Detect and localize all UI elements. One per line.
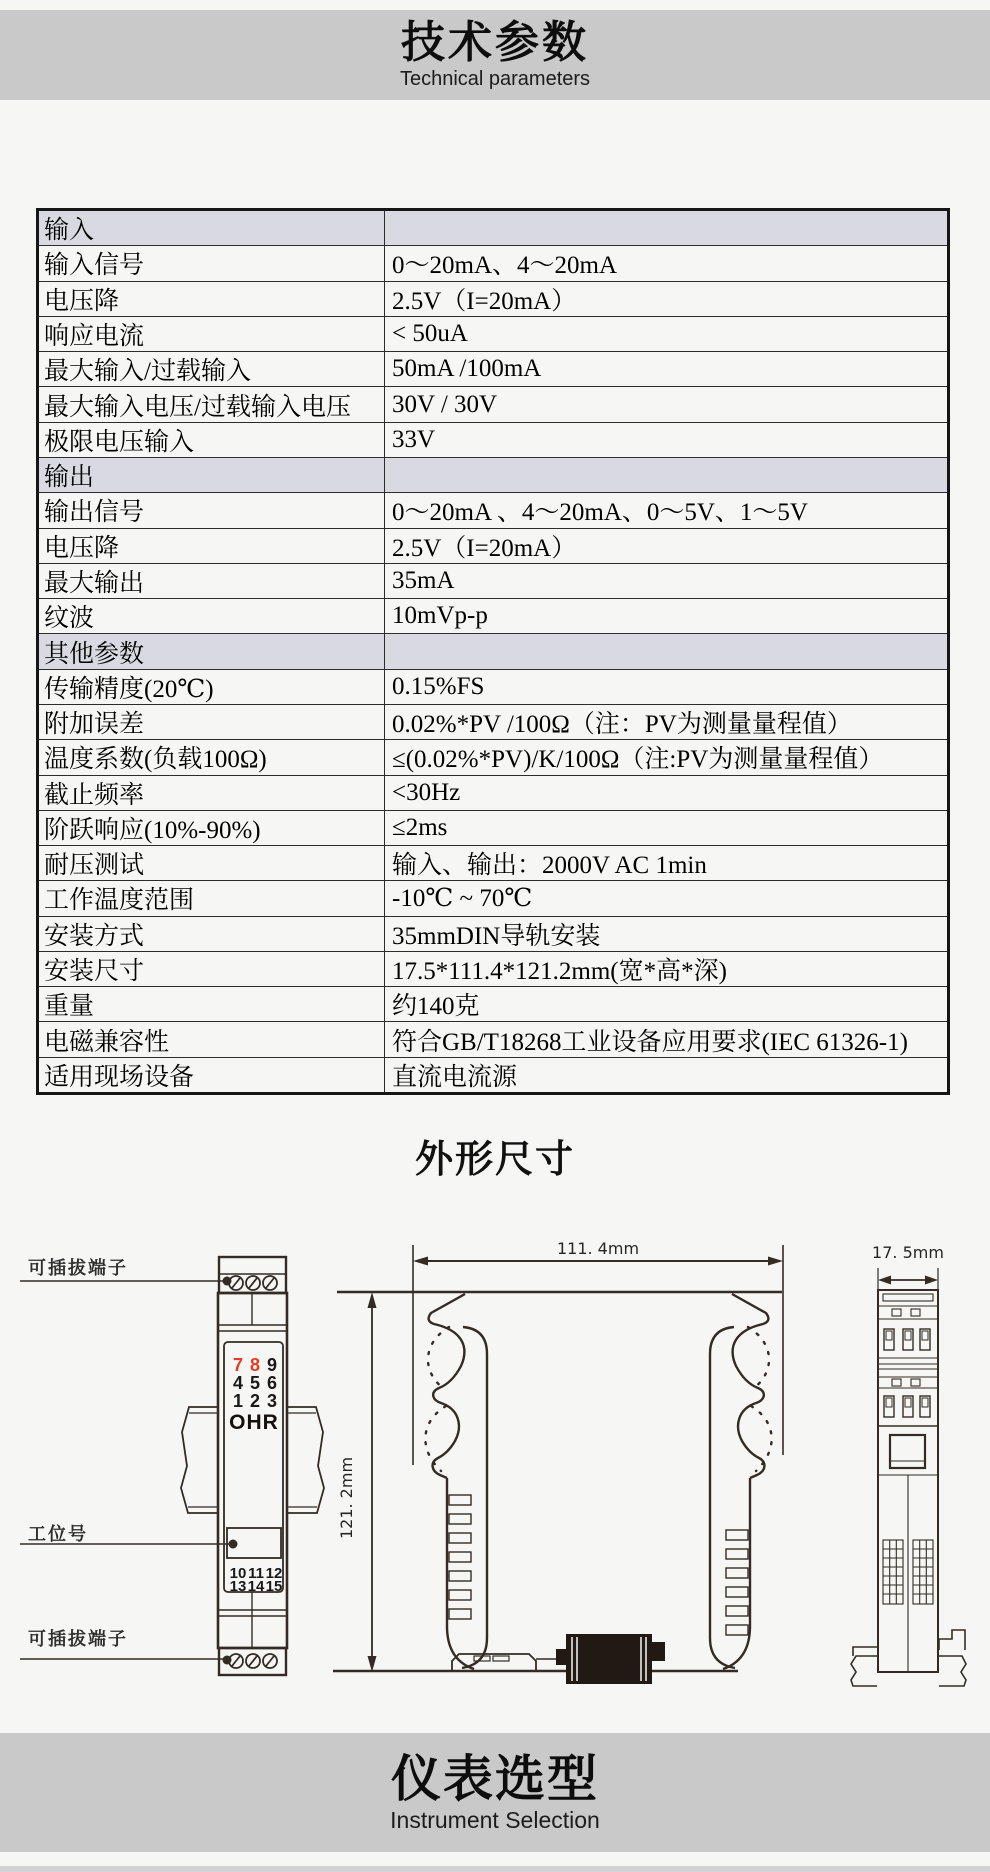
table-row — [39, 775, 947, 810]
table-row — [39, 598, 947, 633]
table-row — [39, 951, 947, 986]
spec-value — [385, 458, 947, 492]
spec-label: 适用现场设备 — [39, 1058, 385, 1092]
spec-label: 输入信号 — [39, 246, 385, 280]
pin-grid-right — [913, 1540, 933, 1604]
spec-value: 0.15%FS — [392, 672, 485, 700]
pin-grid-left — [883, 1540, 903, 1604]
spec-label: 传输精度(20℃) — [39, 670, 385, 704]
terminal-screws-top — [229, 1276, 277, 1290]
spec-value: < 50uA — [392, 319, 468, 347]
spec-value: 0～20mA 、4～20mA、0～5V、1～5V — [392, 499, 808, 527]
vent-slots-left — [449, 1495, 471, 1619]
spec-value: 约140克 — [392, 993, 480, 1021]
footer-subtitle: Instrument Selection — [390, 1806, 600, 1833]
spec-label: 电压降 — [39, 529, 385, 563]
terminal-number: 1 — [232, 1391, 244, 1411]
spec-value: 33V — [392, 425, 436, 453]
table-row — [39, 422, 947, 457]
table-row — [39, 880, 947, 915]
spec-value — [385, 634, 947, 668]
spec-label: 温度系数(负载100Ω) — [39, 740, 385, 774]
terminal-number: 5 — [249, 1373, 261, 1393]
terminal-number: 10 — [229, 1565, 247, 1582]
table-row — [39, 1021, 947, 1056]
table-row — [39, 281, 947, 316]
spec-value: 35mmDIN导轨安装 — [392, 922, 601, 950]
terminal-number: 14 — [247, 1578, 265, 1595]
vent-slots-right — [726, 1530, 748, 1635]
leader-dot — [223, 1656, 232, 1665]
dim-width-label: 111. 4mm — [556, 1239, 640, 1258]
spec-value: 17.5*111.4*121.2mm(宽*高*深) — [392, 958, 727, 986]
terminal-number: 13 — [229, 1578, 247, 1595]
label-tag-number: 工位号 — [28, 1524, 88, 1544]
section-label: 其他参数 — [39, 634, 385, 668]
spec-value: 符合GB/T18268工业设备应用要求(IEC 61326-1) — [392, 1028, 908, 1056]
spec-label: 输出信号 — [39, 493, 385, 527]
table-row — [39, 986, 947, 1021]
dim-height-label: 121. 2mm — [337, 1456, 356, 1540]
arrow-left — [878, 1276, 891, 1285]
spec-label: 最大输出 — [39, 564, 385, 598]
spec-value: 35mA — [392, 566, 455, 594]
spec-label: 纹波 — [39, 599, 385, 633]
leader-dot — [229, 1540, 238, 1549]
table-row — [39, 386, 947, 421]
dotted-guide-right — [748, 1327, 772, 1471]
terminal-number: 7 — [232, 1355, 244, 1375]
arrow-down — [368, 1656, 377, 1672]
brand-logo: OHR — [229, 1411, 279, 1434]
table-row — [39, 245, 947, 280]
spec-value: 10mVp-p — [392, 602, 488, 630]
table-row — [39, 704, 947, 739]
footer-band — [0, 1733, 990, 1852]
spec-label: 耐压测试 — [39, 846, 385, 880]
terminal-number: 11 — [248, 1565, 264, 1582]
spec-value: 输入、输出：2000V AC 1min — [392, 852, 707, 880]
section-label: 输入 — [39, 211, 385, 245]
spec-value: -10℃ ~ 70℃ — [392, 885, 533, 913]
page-subtitle: Technical parameters — [399, 67, 591, 90]
terminal-number: 9 — [266, 1355, 278, 1375]
terminal-number: 15 — [265, 1578, 283, 1595]
spec-value: <30Hz — [392, 778, 461, 806]
tag-window — [890, 1435, 925, 1468]
table-row — [39, 316, 947, 351]
spec-label: 工作温度范围 — [39, 881, 385, 915]
label-pluggable-terminal-top: 可插拔端子 — [28, 1258, 128, 1278]
section-label: 输出 — [39, 458, 385, 492]
arrow-left — [413, 1257, 428, 1266]
terminal-numbers-bottom — [230, 1565, 283, 1595]
spec-value: 2.5V（I=20mA） — [392, 534, 577, 562]
spec-value: 2.5V（I=20mA） — [392, 287, 577, 315]
dotted-guide-left — [425, 1327, 449, 1471]
arrow-right — [768, 1257, 783, 1266]
terminal-number: 12 — [265, 1565, 283, 1582]
spec-label: 最大输入电压/过载输入电压 — [39, 387, 385, 421]
spec-table — [36, 208, 950, 1095]
terminal-slots-upper — [884, 1329, 930, 1350]
spec-value: 0～20mA、4～20mA — [392, 252, 618, 280]
spec-label: 截止频率 — [39, 776, 385, 810]
table-section-row — [39, 457, 947, 492]
spec-label: 响应电流 — [39, 317, 385, 351]
spec-value — [385, 211, 947, 245]
spec-value: 50mA /100mA — [392, 355, 542, 383]
table-row — [39, 845, 947, 880]
terminal-screws-bottom — [229, 1654, 277, 1668]
terminal-slots-lower — [884, 1396, 930, 1417]
spec-value: 30V / 30V — [392, 390, 498, 418]
terminal-numbers-top — [233, 1355, 277, 1411]
spec-label: 重量 — [39, 987, 385, 1021]
spec-label: 阶跃响应(10%-90%) — [39, 811, 385, 845]
spec-value: ≤2ms — [392, 813, 448, 841]
page-title: 技术参数 — [401, 18, 589, 68]
terminal-number: 2 — [249, 1391, 261, 1411]
footer-title: 仪表选型 — [391, 1750, 599, 1807]
next-section-edge — [0, 1866, 990, 1872]
header-band — [0, 10, 990, 100]
end-view-drawing — [851, 1243, 966, 1686]
table-section-row — [39, 211, 947, 245]
dim-depth-label: 17. 5mm — [872, 1243, 944, 1262]
spec-value: 0.02%*PV /100Ω（注：PV为测量量程值） — [392, 711, 852, 739]
label-pluggable-terminal-bottom: 可插拔端子 — [28, 1629, 128, 1649]
terminal-number: 3 — [266, 1391, 278, 1411]
arrow-up — [368, 1292, 377, 1308]
spec-label: 安装方式 — [39, 917, 385, 951]
table-row — [39, 810, 947, 845]
spec-label: 电压降 — [39, 282, 385, 316]
terminal-number: 4 — [232, 1373, 244, 1393]
terminal-number: 8 — [249, 1355, 261, 1375]
side-profile-drawing — [333, 1239, 783, 1684]
table-row — [39, 1057, 947, 1092]
table-row — [39, 739, 947, 774]
spec-label: 附加误差 — [39, 705, 385, 739]
arrow-right — [925, 1276, 938, 1285]
table-row — [39, 563, 947, 598]
outline-title: 外形尺寸 — [414, 1139, 575, 1181]
dimension-drawings — [0, 1230, 990, 1700]
table-row — [39, 669, 947, 704]
spec-label: 极限电压输入 — [39, 423, 385, 457]
table-row — [39, 916, 947, 951]
table-row — [39, 492, 947, 527]
table-row — [39, 351, 947, 386]
spec-label: 最大输入/过载输入 — [39, 352, 385, 386]
spec-value: 直流电流源 — [392, 1063, 518, 1091]
table-section-row — [39, 633, 947, 668]
front-view-drawing — [20, 1257, 324, 1675]
table-row — [39, 528, 947, 563]
spec-label: 电磁兼容性 — [39, 1022, 385, 1056]
spec-label: 安装尺寸 — [39, 952, 385, 986]
terminal-number: 6 — [266, 1373, 278, 1393]
spec-value: ≤(0.02%*PV)/K/100Ω（注:PV为测量量程值） — [392, 746, 884, 774]
